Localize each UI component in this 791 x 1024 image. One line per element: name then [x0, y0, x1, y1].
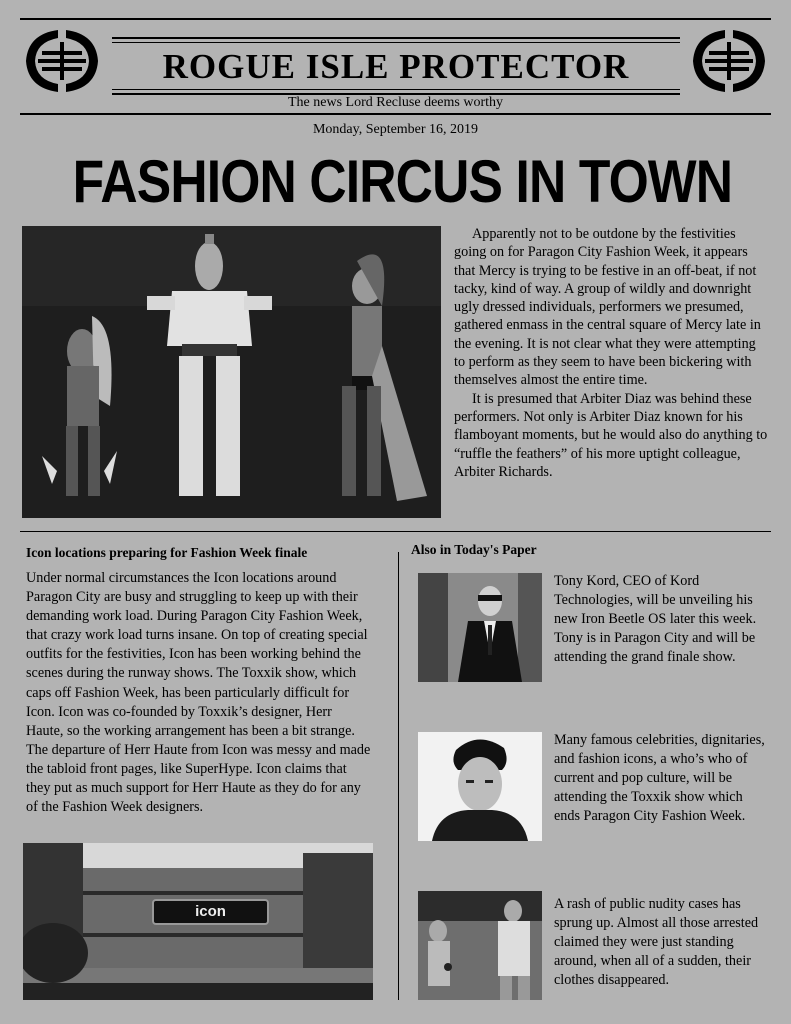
- arachnos-emblem-icon: [687, 24, 771, 98]
- arachnos-emblem-icon: [20, 24, 104, 98]
- nudity-cases-photo: [418, 891, 542, 1000]
- lead-paragraph: Apparently not to be outdone by the festivities going on for Paragon City Fashion Week, it appears that Mercy is trying to be festive in an off-beat, if not tacky, kind of way. A group of wildly and downright ugly dressed individuals, performers we presumed, gathered enmass in the central square of Mercy late in the evening. It is not clear what they were attempting to perform as they seem to have been bickering with themselves almost the entire time.: [454, 226, 761, 389]
- headline: FASHION CIRCUS IN TOWN: [72, 148, 733, 215]
- celebrity-photo: [418, 732, 542, 841]
- top-rule: [20, 18, 771, 20]
- icon-store-sign: icon: [195, 903, 226, 920]
- sidebar-item-text: A rash of public nudity cases has sprung up. Almost all those arrested claimed they were just standing around, when all of a sudden, their clothes disappeared.: [554, 896, 759, 988]
- column-divider: [398, 552, 399, 1000]
- masthead-tagline: The news Lord Recluse deems worthy: [288, 95, 503, 110]
- lead-photo: [22, 226, 441, 518]
- left-article-heading: Icon locations preparing for Fashion Week finale: [26, 545, 308, 560]
- icon-store-photo: [23, 843, 373, 1000]
- sidebar-item-text: Tony Kord, CEO of Kord Technologies, will be unveiling his new Iron Beetle OS later this week. Tony is in Paragon City and will be attending the grand finale show.: [554, 573, 757, 665]
- lead-paragraph: It is presumed that Arbiter Diaz was behind these performers. Not only is Arbiter Diaz known for his flamboyant moments, but he would also do anything to “ruffle the feathers” of his more uptight colleague, Arbiter Richards.: [454, 390, 768, 480]
- masthead-bottom-rule: [20, 113, 771, 115]
- lead-article-body: [454, 225, 770, 481]
- tony-kord-photo: [418, 573, 542, 682]
- masthead-title: ROGUE ISLE PROTECTOR: [162, 47, 630, 86]
- issue-date: Monday, September 16, 2019: [312, 122, 479, 137]
- masthead: [112, 37, 680, 95]
- left-article-body: Under normal circumstances the Icon locations around Paragon City are busy and struggling to keep up with their demanding work load. During Paragon City Fashion Week, that crazy work load turns insane. On top of creating special outfits for the festivities, Icon has been working behind the scenes during the runway shows. The Toxxik show, which caps off Fashion Week, has been particularly difficult for Icon. Icon was co-founded by Toxxik’s designer, Herr Haute, so the working arrangement has been a bit strange. The departure of Herr Haute from Icon was messy and made the tabloid front pages, like SuperHype. Icon claims that they put as much support for Herr Haute as they do for any of the Fashion Week designers.: [26, 570, 371, 816]
- sidebar-item-text: Many famous celebrities, dignitaries, and fashion icons, a who’s who of current and pop culture, will be attending the Toxxik show which ends Paragon City Fashion Week.: [554, 732, 765, 824]
- sidebar-heading: Also in Today's Paper: [411, 542, 537, 557]
- section-rule: [20, 531, 771, 532]
